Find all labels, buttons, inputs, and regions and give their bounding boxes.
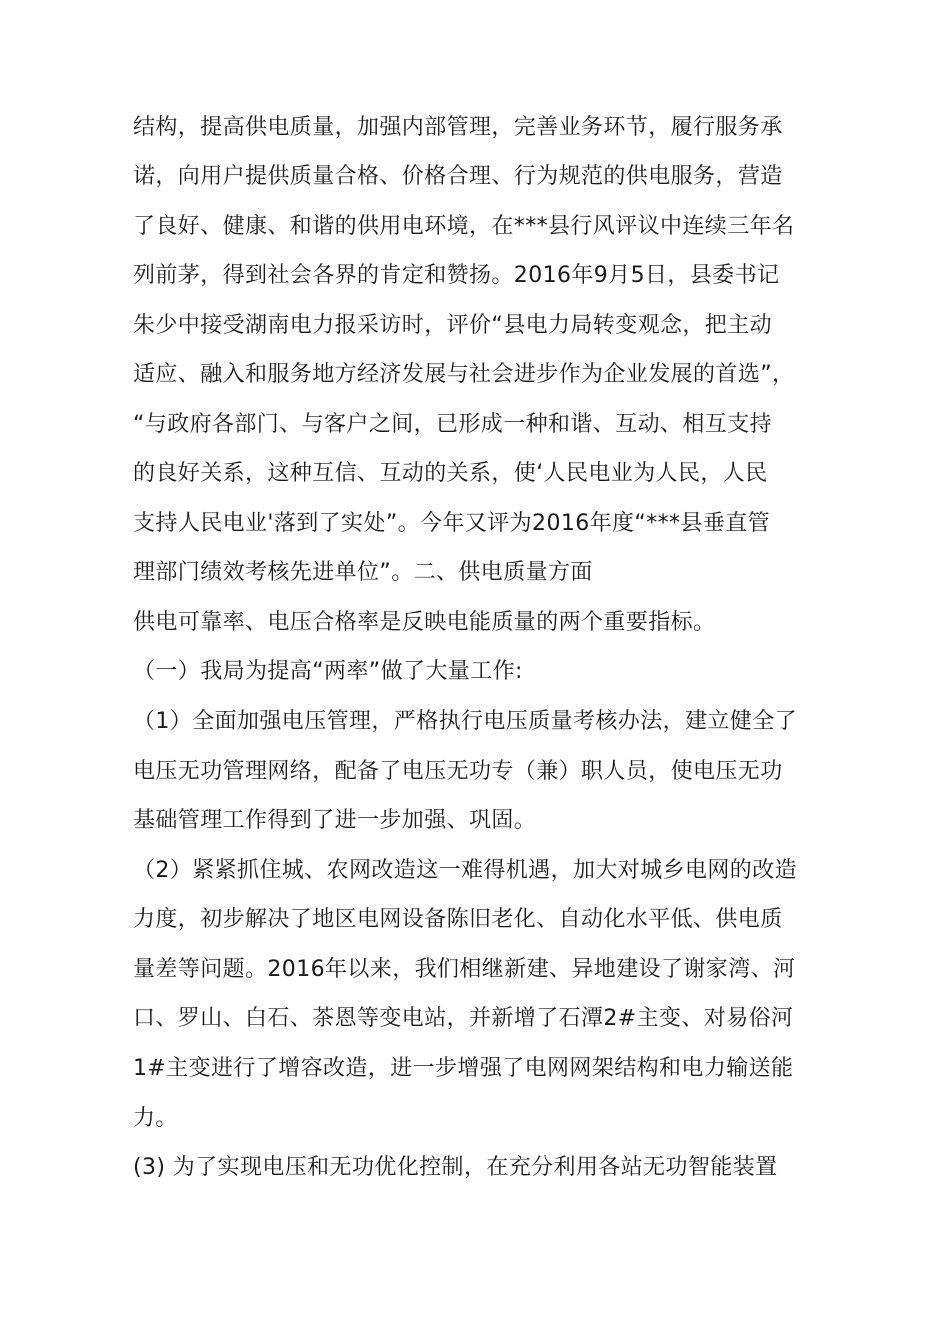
text-line: 1#主变进行了增容改造，进一步增强了电网网架结构和电力输送能 (133, 1056, 794, 1081)
text-line: 结构，提高供电质量，加强内部管理，完善业务环节，履行服务承 (133, 115, 783, 140)
text-line: 供电可靠率、电压合格率是反映电能质量的两个重要指标。 (133, 610, 716, 635)
text-line: 了良好、健康、和谐的供用电环境，在***县行风评议中连续三年名 (133, 214, 795, 239)
text-line: 朱少中接受湖南电力报采访时，评价“县电力局转变观念，把主动 (133, 313, 772, 338)
text-line: （1）全面加强电压管理，严格执行电压质量考核办法，建立健全了 (133, 709, 797, 734)
subheading-line: （一）我局为提高“两率”做了大量工作: (133, 659, 523, 684)
text-line: 适应、融入和服务地方经济发展与社会进步作为企业发展的首选”， (133, 362, 795, 387)
text-line: 电压无功管理网络，配备了电压无功专（兼）职人员，使电压无功 (133, 759, 783, 784)
text-line: 力度，初步解决了地区电网设备陈旧老化、自动化水平低、供电质 (133, 907, 783, 932)
text-line: (3) 为了实现电压和无功优化控制，在充分利用各站无功智能装置 (133, 1155, 778, 1180)
text-line: 列前茅，得到社会各界的肯定和赞扬。2016年9月5日，县委书记 (133, 263, 780, 288)
text-line: 口、罗山、白石、茶恩等变电站，并新增了石潭2#主变、对易俗河 (133, 1006, 794, 1031)
text-line: 支持人民电业'落到了实处”。今年又评为2016年度“***县垂直管 (133, 511, 771, 536)
text-line: “与政府各部门、与客户之间，已形成一种和谐、互动、相互支持 (133, 412, 772, 437)
text-line: 的良好关系，这种互信、互动的关系，使‘人民电业为人民，人民 (133, 461, 768, 486)
text-line: 力。 (133, 1106, 178, 1131)
text-line: 基础管理工作得到了进一步加强、巩固。 (133, 808, 537, 833)
text-line: 量差等问题。2016年以来，我们相继新建、异地建设了谢家湾、河 (133, 957, 796, 982)
text-line: （2）紧紧抓住城、农网改造这一难得机遇，加大对城乡电网的改造 (133, 858, 797, 883)
text-line: 诺，向用户提供质量合格、价格合理、行为规范的供电服务，营造 (133, 164, 783, 189)
section-heading-line: 理部门绩效考核先进单位”。二、供电质量方面 (133, 560, 593, 585)
